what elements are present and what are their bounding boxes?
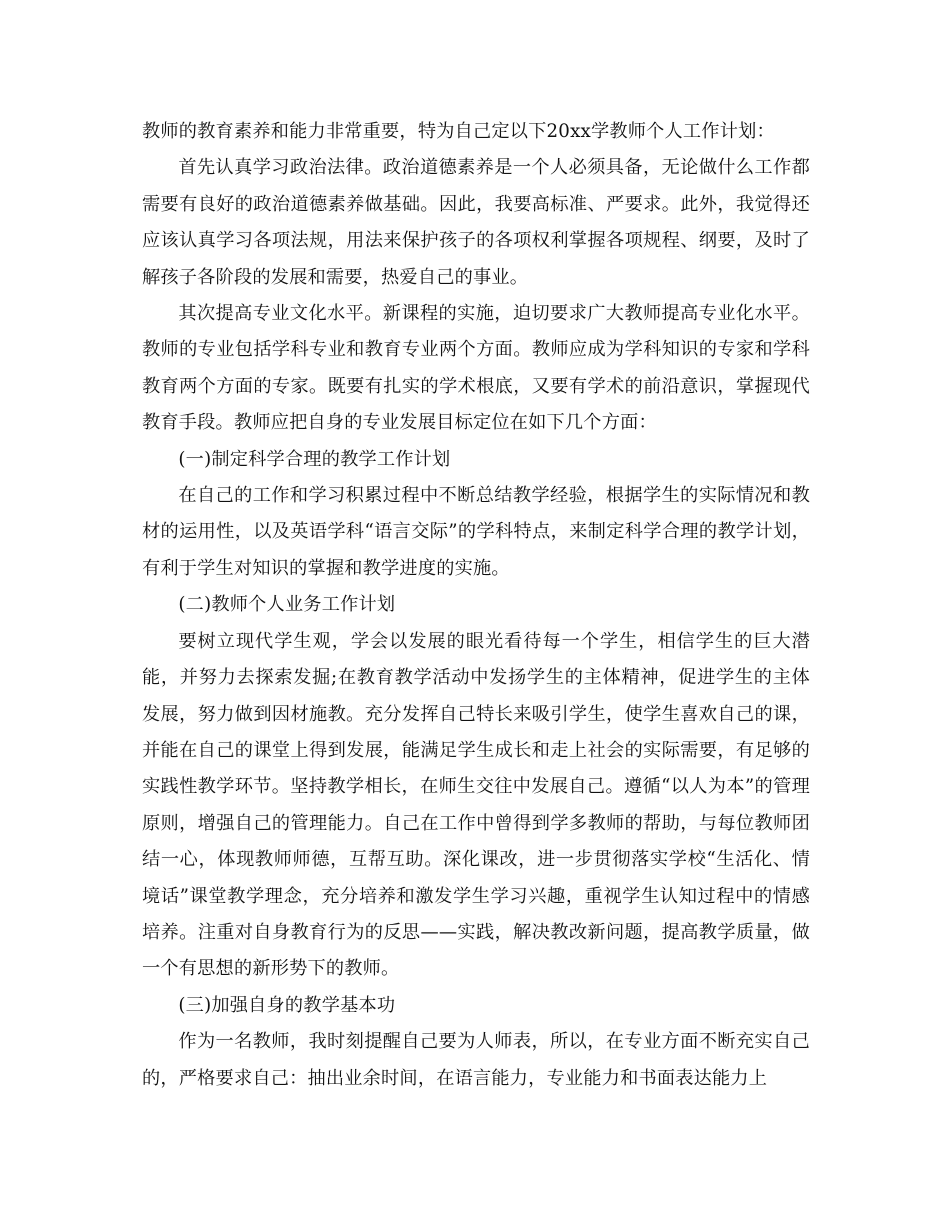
paragraph-professional-level: 其次提高专业文化水平。新课程的实施，迫切要求广大教师提高专业化水平。教师的专业包括学科专业和教育专业两个方面。教师应成为学科知识的专家和学科教育两个方面的专家。既要有扎实的学术根底，又要有学术的前沿意识，掌握现代教育手段。教师应把自身的专业发展目标定位在如下几个方面： [142,303,810,434]
paragraph-politics-law: 首先认真学习政治法律。政治道德素养是一个人必须具备，无论做什么工作都需要有良好的政治道德素养做基础。因此，我要高标准、严要求。此外，我觉得还应该认真学习各项法规，用法来保护孩子的各项权利掌握各项规程、纲要，及时了解孩子各阶段的发展和需要，热爱自己的事业。 [142,157,810,288]
paragraph-section-2: 要树立现代学生观，学会以发展的眼光看待每一个学生，相信学生的巨大潜能，并努力去探索发掘;在教育教学活动中发扬学生的主体精神，促进学生的主体发展，努力做到因材施教。充分发挥自己特长来吸引学生，使学生喜欢自己的课，并能在自己的课堂上得到发展，能满足学生成长和走上社会的实际需要，有足够的实践性教学环节。坚持教学相长，在师生交往中发展自己。遵循“以人为本”的管理原则，增强自己的管理能力。自己在工作中曾得到学多教师的帮助，与每位教师团结一心，体现教师师德，互帮互助。深化课改，进一步贯彻落实学校“生活化、情境话”课堂教学理念，充分培养和激发学生学习兴趣，重视学生认知过程中的情感培养。注重对自身教育行为的反思——实践，解决教改新问题，提高教学质量，做一个有思想的新形势下的教师。 [142,630,810,980]
document-body [142,114,810,1097]
paragraph-intro: 教师的教育素养和能力非常重要，特为自己定以下20xx学教师个人工作计划： [142,121,775,142]
heading-section-1: (一)制定科学合理的教学工作计划 [178,448,451,470]
heading-section-2: (二)教师个人业务工作计划 [178,594,396,616]
paragraph-section-1: 在自己的工作和学习积累过程中不断总结教学经验，根据学生的实际情况和教材的运用性，以及英语学科“语言交际”的学科特点，来制定科学合理的教学计划，有利于学生对知识的掌握和教学进度的实施。 [142,485,810,579]
paragraph-section-3: 作为一名教师，我时刻提醒自己要为人师表，所以，在专业方面不断充实自己的，严格要求自己：抽出业余时间，在语言能力，专业能力和书面表达能力上 [142,1031,810,1089]
heading-section-3: (三)加强自身的教学基本功 [178,994,396,1016]
